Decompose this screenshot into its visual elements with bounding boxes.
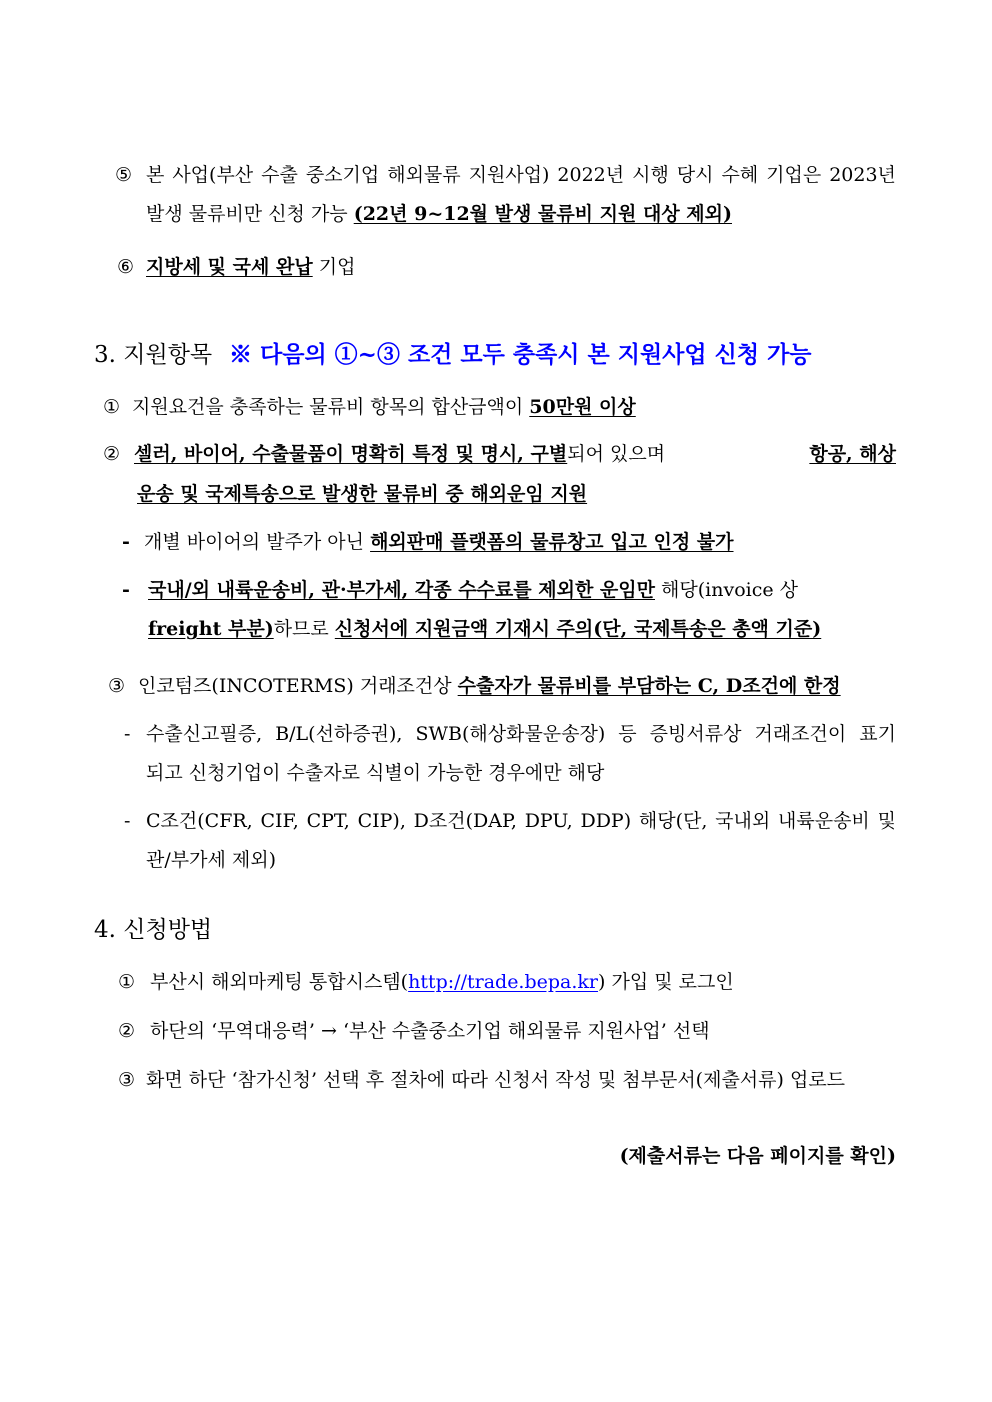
- item-5-line-1: 본 사업(부산 수출 중소기업 해외물류 지원사업) 2022년 시행 당시 수혜 기업은 2023년: [146, 164, 896, 186]
- tax-paid-requirement: 지방세 및 국세 완납: [146, 256, 313, 278]
- section-3-note: ※ 다음의 ①~③ 조건 모두 충족시 본 지원사업 신청 가능: [229, 341, 812, 368]
- item-5-number: ⑤: [115, 164, 133, 186]
- document-page: ⑤ 본 사업(부산 수출 중소기업 해외물류 지원사업) 2022년 시행 당시 수혜 기업은 2023년 발생 물류비만 신청 가능 (22년 9~12월 발생 물류비 지원 대상 제외) ⑥ 지방세 및 국세 완납 기업 3. 지원항목 ※ 다음의 ①~③ 조건 모두 충족시 본 지원사업 신청 가능 ① 지원요건을 충족하는 물류비 항목의 합산금액이 50만원 이상 ② 셀러, 바이어, 수출물품이 명확히 특정 및 명시, 구별되어 있으며 항공, 해상 운송 및 국제특송으로 발생한 물류비 중 해외운임 지원 - 개별 바이어의 발주가 아닌 해외판매 플랫폼의 물류창고 입고 인정 불가 - 국내/외 내륙운송비, 관·부가세, 각종 수수료를 제외한 운임만 해당(invoice 상 freight 부분)하므로 신청서에 지원금액 기재시 주의(단, 국제특송은 총액 기준) ③ 인코텀즈(INCOTERMS) 거래조건상 수출자가 물류비를 부담하는 C, D조건에 한정 - 수출신고필증, B/L(선하증권), SWB(해상화물운송장) 등 증빙서류상 거래조건이 표기 되고 신청기업이 수출자로 식별이 가능한 경우에만 해당 - C조건(CFR, CIF, CPT, CIP), D조건(DAP, DPU, DDP) 해당(단, 국내외 내륙운송비 및 관/부가세 제외) 4. 신청방법 ① 부산시 해외마케팅 통합시스템(http://trade.bepa.kr) 가입 및 로그인 ② 하단의 ‘무역대응력’ → ‘부산 수출중소기업 해외물류 지원사업’ 선택 ③ 화면 하단 ‘참가신청’ 선택 후 절차에 따라 신청서 작성 및 첨부문서(제출서류) 업로드 (제출서류는 다음 페이지를 확인): [94, 164, 896, 1167]
- exclusion-note: (22년 9~12월 발생 물류비 지원 대상 제외): [353, 203, 732, 225]
- trade-system-link[interactable]: http://trade.bepa.kr: [408, 971, 599, 993]
- section-3-title: 3. 지원항목: [94, 342, 213, 368]
